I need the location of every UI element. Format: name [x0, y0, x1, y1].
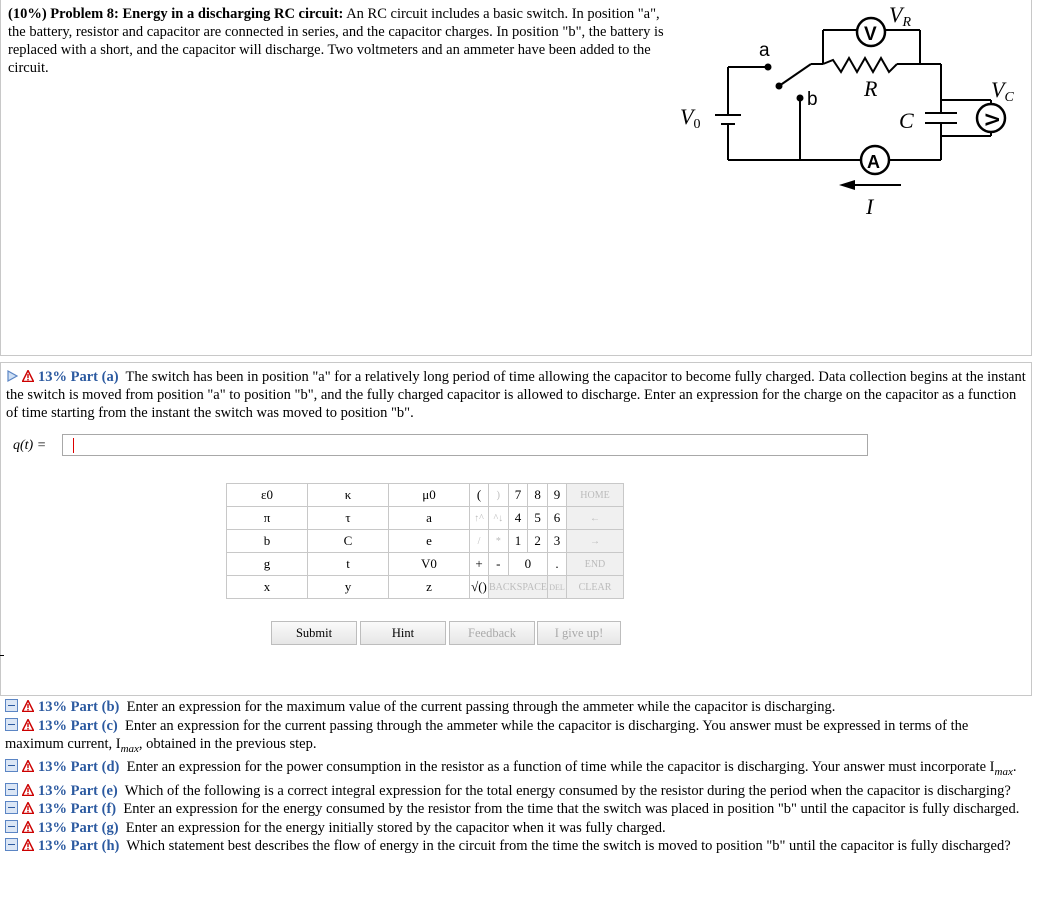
- key-left-arrow[interactable]: ←: [567, 507, 624, 530]
- warning-icon: [22, 821, 34, 833]
- current-label: I: [866, 194, 874, 219]
- v0-label: V0: [680, 104, 701, 132]
- rc-circuit-diagram: [673, 0, 1038, 225]
- collapse-icon[interactable]: [5, 801, 18, 814]
- key-7[interactable]: 7: [508, 484, 528, 507]
- part-c-row[interactable]: 13% Part (c) Enter an expression for the current passing through the ammeter while the capacitor is discharging. You answer must be expressed in terms of the maximum current, $I_{max}$, obtained in the previous step.: [5, 717, 969, 755]
- key-multiply[interactable]: *: [489, 530, 509, 553]
- part-e-row[interactable]: 13% Part (e) Which of the following is a correct integral expression for the total energy consumed by the resistor during the period when the capacitor is discharging?: [5, 782, 1030, 801]
- key-6[interactable]: 6: [548, 507, 567, 530]
- expand-triangle-icon[interactable]: [6, 370, 18, 382]
- feedback-button[interactable]: Feedback: [449, 621, 535, 645]
- key-5[interactable]: 5: [528, 507, 548, 530]
- give-up-button[interactable]: I give up!: [537, 621, 621, 645]
- voltmeter-c-symbol: V: [983, 113, 1004, 126]
- hint-button[interactable]: Hint: [360, 621, 446, 645]
- collapse-icon[interactable]: [5, 838, 18, 851]
- key-close-paren[interactable]: ): [489, 484, 509, 507]
- part-a-question: The switch has been in position "a" for a relatively long period of time allowing the capacitor to become fully charged. Data collection begins at the instant the switch is moved from position "a" to position "b", and the fully charged capacitor is allowed to discharge. Enter an expression for the charge on the capacitor as a function of time starting from the instant the switch was moved to position "b".: [6, 369, 1026, 421]
- key-open-paren[interactable]: (: [470, 484, 489, 507]
- switch-label-b: b: [807, 89, 818, 110]
- key-3[interactable]: 3: [548, 530, 567, 553]
- submit-button[interactable]: Submit: [271, 621, 357, 645]
- part-a-percent: 13%: [38, 369, 67, 385]
- key-y[interactable]: y: [308, 576, 389, 599]
- problem-body: An RC circuit includes a basic switch. In position "a", the battery, resistor and capacitor are connected in series, and the capacitor charges. In position "b", the battery is replaced with a short, and the capacitor will discharge. Two voltmeters and an ammeter have been added to the circuit.: [8, 6, 664, 76]
- part-a-prompt: [6, 368, 1026, 422]
- key-decimal[interactable]: .: [548, 553, 567, 576]
- warning-icon: [22, 784, 34, 796]
- part-f-row[interactable]: 13% Part (f) Enter an expression for the energy consumed by the resistor from the time that the switch was placed in position "b" until the capacitor is fully discharged.: [5, 800, 1030, 819]
- part-a-label: Part (a): [70, 369, 119, 385]
- key-1[interactable]: 1: [508, 530, 528, 553]
- problem-panel: [0, 0, 1032, 356]
- key-v0[interactable]: V0: [389, 553, 470, 576]
- warning-icon: [22, 839, 34, 851]
- collapse-icon[interactable]: [5, 783, 18, 796]
- collapse-icon[interactable]: [5, 699, 18, 712]
- key-superscript-up[interactable]: ↑^: [470, 507, 489, 530]
- problem-weight: (10%): [8, 6, 47, 22]
- key-x[interactable]: x: [227, 576, 308, 599]
- key-sqrt[interactable]: √(): [470, 576, 489, 599]
- answer-input[interactable]: [62, 434, 868, 456]
- key-z[interactable]: z: [389, 576, 470, 599]
- margin-tick: [0, 655, 4, 656]
- voltmeter-r-symbol: V: [864, 24, 877, 45]
- key-g[interactable]: g: [227, 553, 308, 576]
- vc-label: VC: [991, 77, 1014, 105]
- vr-label: VR: [889, 2, 912, 30]
- key-kappa[interactable]: κ: [308, 484, 389, 507]
- key-8[interactable]: 8: [528, 484, 548, 507]
- warning-icon: [22, 802, 34, 814]
- key-clear[interactable]: CLEAR: [567, 576, 624, 599]
- key-9[interactable]: 9: [548, 484, 567, 507]
- answer-label: q(t) =: [13, 438, 47, 453]
- warning-icon: [22, 370, 34, 382]
- key-c[interactable]: C: [308, 530, 389, 553]
- key-minus[interactable]: -: [489, 553, 509, 576]
- collapsed-parts-list: [5, 698, 1030, 856]
- key-backspace[interactable]: BACKSPACE: [489, 576, 548, 599]
- text-caret: [73, 438, 74, 453]
- key-plus[interactable]: +: [470, 553, 489, 576]
- key-del[interactable]: DEL: [548, 576, 567, 599]
- key-b[interactable]: b: [227, 530, 308, 553]
- collapse-icon[interactable]: [5, 820, 18, 833]
- key-4[interactable]: 4: [508, 507, 528, 530]
- capacitor-label: C: [899, 108, 914, 133]
- symbol-keypad: [226, 483, 624, 599]
- ammeter-symbol: A: [867, 152, 880, 172]
- key-divide[interactable]: /: [470, 530, 489, 553]
- part-b-row[interactable]: 13% Part (b) Enter an expression for the maximum value of the current passing through the ammeter while the capacitor is discharging.: [5, 698, 1030, 717]
- key-e[interactable]: e: [389, 530, 470, 553]
- key-epsilon0[interactable]: ε0: [227, 484, 308, 507]
- part-d-row[interactable]: 13% Part (d) Enter an expression for the power consumption in the resistor as a function of time while the capacitor is discharging. Your answer must incorporate $I_{max}$.: [5, 758, 1030, 781]
- part-g-row[interactable]: 13% Part (g) Enter an expression for the energy initially stored by the capacitor when it was fully charged.: [5, 819, 1030, 838]
- collapse-icon[interactable]: [5, 718, 18, 731]
- switch-label-a: a: [759, 40, 770, 61]
- problem-statement: [8, 5, 668, 77]
- key-superscript-down[interactable]: ^↓: [489, 507, 509, 530]
- warning-icon: [22, 760, 34, 772]
- warning-icon: [22, 700, 34, 712]
- key-t[interactable]: t: [308, 553, 389, 576]
- key-pi[interactable]: π: [227, 507, 308, 530]
- part-h-row[interactable]: 13% Part (h) Which statement best describes the flow of energy in the circuit from the time the switch is moved to position "b" until the capacitor is fully discharged?: [5, 837, 1030, 856]
- part-a-panel: [0, 362, 1032, 696]
- problem-subtitle: Energy in a discharging RC circuit:: [122, 6, 344, 22]
- key-right-arrow[interactable]: →: [567, 530, 624, 553]
- problem-title: Problem 8:: [50, 6, 119, 22]
- key-tau[interactable]: τ: [308, 507, 389, 530]
- key-end[interactable]: END: [567, 553, 624, 576]
- key-2[interactable]: 2: [528, 530, 548, 553]
- collapse-icon[interactable]: [5, 759, 18, 772]
- warning-icon: [22, 719, 34, 731]
- key-mu0[interactable]: μ0: [389, 484, 470, 507]
- resistor-label: R: [864, 76, 878, 101]
- key-home[interactable]: HOME: [567, 484, 624, 507]
- key-a[interactable]: a: [389, 507, 470, 530]
- key-0[interactable]: 0: [508, 553, 547, 576]
